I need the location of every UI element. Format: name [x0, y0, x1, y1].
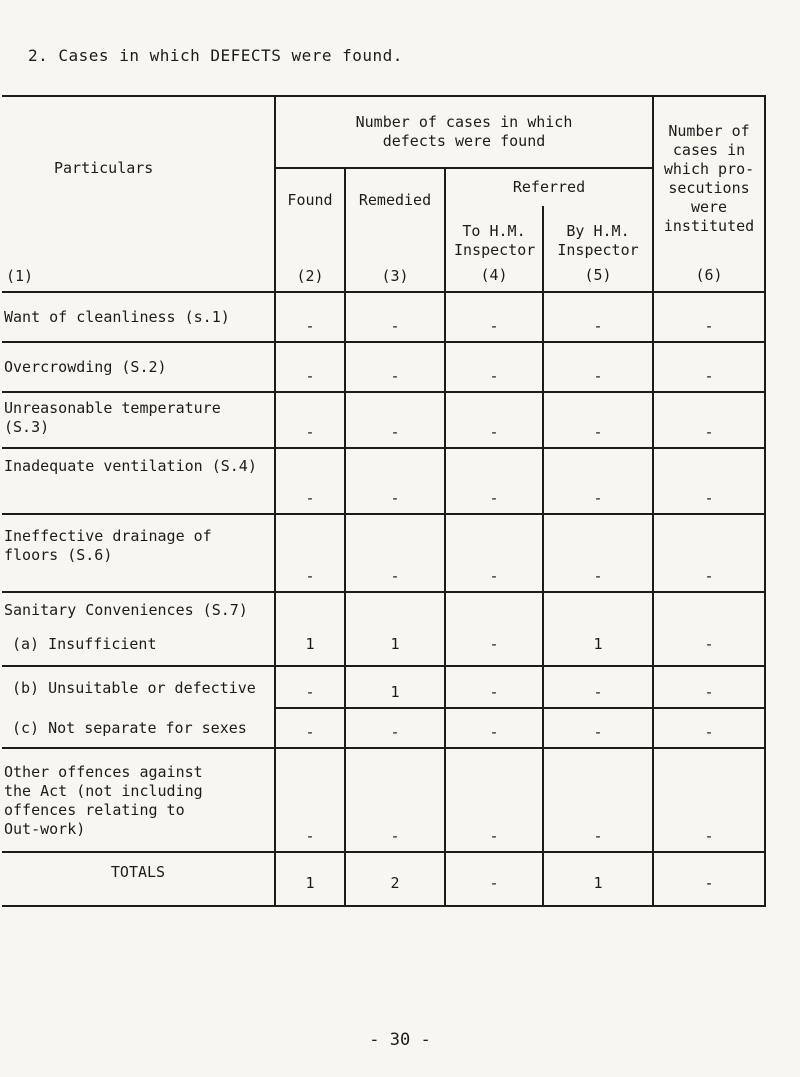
table-row	[2, 292, 765, 342]
remedied-label: Remedied	[358, 191, 432, 209]
cell-by-hm: -	[543, 748, 653, 852]
cell-to-hm: -	[445, 748, 543, 852]
cell-by-hm: -	[543, 392, 653, 448]
row-label: Unreasonable temperature (S.3)	[2, 392, 275, 448]
cell-to-hm: -	[445, 666, 543, 708]
cell-prosecutions: -	[653, 448, 765, 514]
by-hm-header	[543, 206, 653, 292]
cell-by-hm: -	[543, 708, 653, 748]
to-hm-label: To H.M. Inspector	[454, 222, 536, 259]
col-num-6: (6)	[695, 266, 723, 284]
cell-to-hm: -	[445, 514, 543, 592]
found-label: Found	[287, 191, 333, 209]
cell-found: 1	[275, 592, 345, 666]
row-label: Overcrowding (S.2)	[2, 342, 275, 392]
row-label: Other offences against the Act (not including offences relating to Out-work)	[2, 748, 275, 852]
cell-prosecutions: -	[653, 514, 765, 592]
cell-found: -	[275, 392, 345, 448]
cell-by-hm: -	[543, 514, 653, 592]
page-number: - 30 -	[369, 1030, 431, 1050]
section-heading: 2. Cases in which DEFECTS were found.	[28, 46, 403, 65]
row-label: Want of cleanliness (s.1)	[2, 292, 275, 342]
cell-remedied: -	[345, 292, 445, 342]
cell-remedied: 1	[345, 592, 445, 666]
col-num-4: (4)	[480, 266, 508, 284]
table-row	[2, 514, 765, 592]
referred-header: Referred	[445, 168, 653, 206]
col-num-1: (1)	[6, 267, 34, 285]
cell-to-hm: -	[445, 592, 543, 666]
table-row-sanitary-b	[2, 666, 765, 708]
cell-to-hm: -	[445, 292, 543, 342]
table-row-totals	[2, 852, 765, 906]
particulars-title: Particulars	[54, 159, 154, 177]
cell-found: -	[275, 708, 345, 748]
table-row	[2, 342, 765, 392]
sanitary-sub-c: (c) Not separate for sexes	[12, 718, 247, 737]
cell-by-hm: 1	[543, 852, 653, 906]
sanitary-sub-b-cell	[2, 666, 275, 708]
cell-found: -	[275, 448, 345, 514]
found-header	[275, 168, 345, 292]
cell-prosecutions: -	[653, 392, 765, 448]
cell-remedied: 2	[345, 852, 445, 906]
cell-by-hm: -	[543, 292, 653, 342]
cell-by-hm: -	[543, 448, 653, 514]
cell-found: -	[275, 292, 345, 342]
table-row-other	[2, 748, 765, 852]
by-hm-label: By H.M. Inspector	[557, 222, 639, 259]
table-row-sanitary-a	[2, 592, 765, 666]
totals-label: TOTALS	[2, 852, 275, 906]
prosecutions-label: Number of cases in which pro- secutions were instituted	[663, 122, 755, 235]
cell-found: -	[275, 666, 345, 708]
cell-to-hm: -	[445, 392, 543, 448]
cell-remedied: -	[345, 708, 445, 748]
row-label: Ineffective drainage of floors (S.6)	[2, 514, 275, 592]
col-num-5: (5)	[584, 266, 612, 284]
cell-prosecutions: -	[653, 852, 765, 906]
sanitary-label-cell	[2, 592, 275, 666]
cell-remedied: -	[345, 342, 445, 392]
cell-by-hm: 1	[543, 592, 653, 666]
cell-to-hm: -	[445, 342, 543, 392]
cell-to-hm: -	[445, 852, 543, 906]
sanitary-sub-c-cell	[2, 708, 275, 748]
cell-remedied: 1	[345, 666, 445, 708]
cell-remedied: -	[345, 514, 445, 592]
cell-found: -	[275, 514, 345, 592]
cell-prosecutions: -	[653, 666, 765, 708]
cell-prosecutions: -	[653, 342, 765, 392]
cell-to-hm: -	[445, 708, 543, 748]
cell-by-hm: -	[543, 342, 653, 392]
cell-prosecutions: -	[653, 592, 765, 666]
cell-by-hm: -	[543, 666, 653, 708]
cell-prosecutions: -	[653, 748, 765, 852]
remedied-header	[345, 168, 445, 292]
cell-remedied: -	[345, 392, 445, 448]
sanitary-sub-b: (b) Unsuitable or defective	[12, 678, 256, 697]
cell-remedied: -	[345, 748, 445, 852]
sanitary-sub-a: (a) Insufficient	[12, 635, 157, 653]
table-row-sanitary-c	[2, 708, 765, 748]
cell-prosecutions: -	[653, 708, 765, 748]
table-row	[2, 392, 765, 448]
cell-prosecutions: -	[653, 292, 765, 342]
table-row	[2, 448, 765, 514]
sanitary-heading: Sanitary Conveniences (S.7)	[4, 601, 248, 619]
col-num-3: (3)	[381, 267, 409, 285]
to-hm-header	[445, 206, 543, 292]
defects-table	[2, 95, 766, 907]
cell-to-hm: -	[445, 448, 543, 514]
col-num-2: (2)	[296, 267, 324, 285]
row-label: Inadequate ventilation (S.4)	[2, 448, 275, 514]
cell-found: 1	[275, 852, 345, 906]
cell-found: -	[275, 342, 345, 392]
prosecutions-header	[653, 96, 765, 292]
group-header-defects: Number of cases in which defects were found	[275, 96, 653, 168]
cell-found: -	[275, 748, 345, 852]
cell-remedied: -	[345, 448, 445, 514]
particulars-header	[2, 96, 275, 292]
